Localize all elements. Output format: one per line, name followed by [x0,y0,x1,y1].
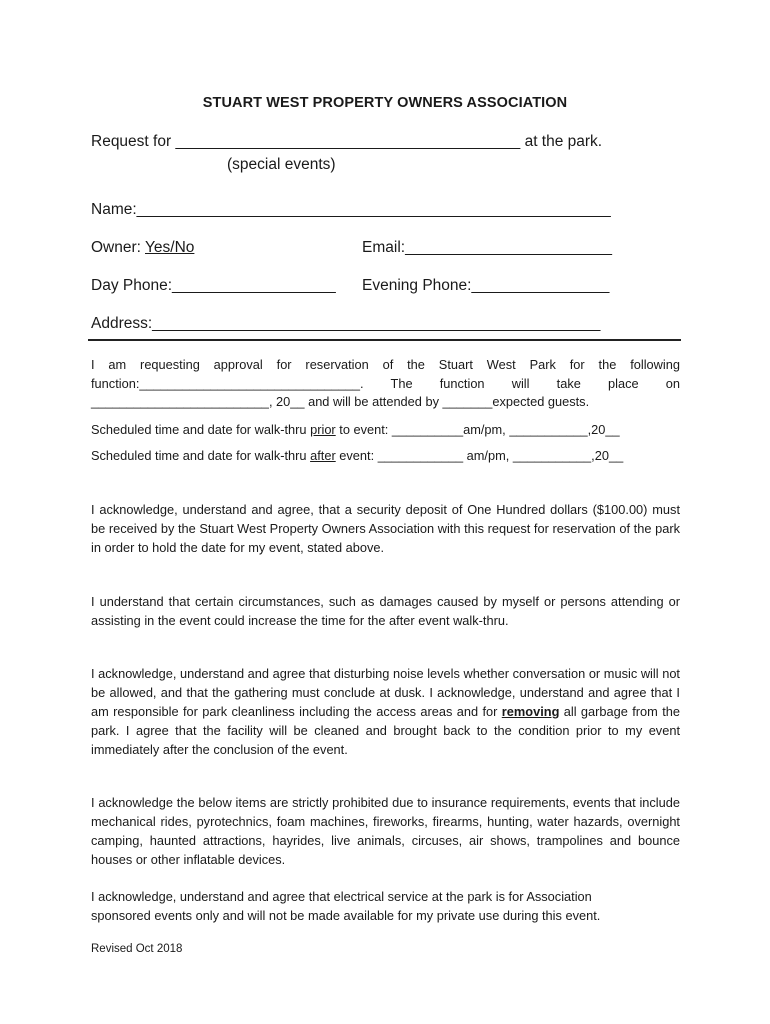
email-blank[interactable]: ________________________ [405,239,612,256]
evening-phone-label: Evening Phone: [362,277,472,294]
owner-line [91,239,194,257]
address-label: Address: [91,315,153,332]
function-label: function: [91,376,140,391]
take-place-text: . The function will take place on [360,376,680,391]
walkthru-after-event: event: [335,448,378,463]
walkthru-after-time-blank[interactable]: ____________ [377,448,464,463]
request-for-line [91,133,602,151]
walkthru-prior-to-event: to event: [335,422,392,437]
address-line [91,315,600,333]
noise-text-start: I acknowledge, understand and agree that disturbing noise levels whether conversation or music will not be allowed, and that the gathering must conclude at dusk. I acknowledge, understand and agree that I am responsible for park cleanliness including the access areas and for [91,666,680,719]
day-phone-line [91,277,336,295]
walkthru-after-date-blank[interactable]: ___________ [512,448,592,463]
request-for-label: Request for [91,133,176,150]
walkthru-prior-line [91,422,620,437]
request-for-suffix: at the park. [520,133,603,150]
special-events-note: (special events) [227,156,336,173]
walkthru-after-year: ,20__ [591,448,624,463]
email-line [362,239,612,257]
request-para-line-1: I am requesting approval for reservation of the Stuart West Park for the following [91,357,680,372]
address-blank[interactable]: ____________________________________________________ [152,315,601,332]
function-blank[interactable]: _______________________________ [139,376,361,391]
expected-guests-text: expected guests. [492,394,590,409]
walkthru-after-ampm: am/pm, [463,448,513,463]
noise-cleanliness-paragraph [91,664,680,759]
walkthru-prior-ampm: am/pm, [463,422,510,437]
noise-text-end: all garbage from the park. I agree that the facility will be cleaned and brought back to the condition prior to my event immediately after the conclusion of the event. [91,704,680,757]
guest-count-blank[interactable]: _______ [442,394,493,409]
walkthru-prior-year: ,20__ [587,422,620,437]
name-line [91,201,611,219]
deposit-paragraph: I acknowledge, understand and agree, that a security deposit of One Hundred dollars ($100.00) must be received by the Stuart West Property Owners Association with this request for reservation of the park in order to hold the date for my event, stated above. [91,502,680,555]
request-for-blank[interactable]: ________________________________________ [175,133,521,150]
owner-yes-no[interactable]: Yes/No [145,239,195,256]
day-phone-label: Day Phone: [91,277,172,294]
electrical-paragraph: I acknowledge, understand and agree that electrical service at the park is for Association sponsored events only and will not be made available for my private use during this event. [91,889,601,923]
day-phone-blank[interactable]: ___________________ [172,277,336,294]
event-date-blank[interactable]: _________________________ [91,394,269,409]
name-label: Name: [91,201,137,218]
request-para-line-2 [91,374,680,393]
section-divider [88,339,681,341]
evening-phone-line [362,277,609,295]
request-para-line-3 [91,394,589,409]
walkthru-prior-time-blank[interactable]: __________ [391,422,464,437]
evening-phone-blank[interactable]: ________________ [471,277,610,294]
walkthru-after-label: Scheduled time and date for walk-thru [91,448,311,463]
attended-by-text: , 20__ and will be attended by [268,394,443,409]
document-title: STUART WEST PROPERTY OWNERS ASSOCIATION [202,95,568,111]
name-blank[interactable]: _______________________________________________________ [136,201,611,218]
email-label: Email: [362,239,406,256]
revision-note: Revised Oct 2018 [91,943,183,955]
walkthru-prior-date-blank[interactable]: ___________ [509,422,588,437]
circumstances-paragraph: I understand that certain circumstances, such as damages caused by myself or persons attending or assisting in the event could increase the time for the after event walk-thru. [91,594,680,628]
prior-word: prior [310,422,336,437]
walkthru-prior-label: Scheduled time and date for walk-thru [91,422,311,437]
removing-word: removing [501,704,560,719]
walkthru-after-line [91,448,623,463]
owner-label: Owner: [91,239,145,256]
after-word: after [310,448,336,463]
prohibited-items-paragraph: I acknowledge the below items are strictly prohibited due to insurance requirements, events that include mechanical rides, pyrotechnics, foam machines, fireworks, firearms, hunting, water hazards, overnight camping, haunted attractions, hayrides, live animals, circuses, air shows, trampolines and bounce houses or other inflatable devices. [91,795,680,867]
